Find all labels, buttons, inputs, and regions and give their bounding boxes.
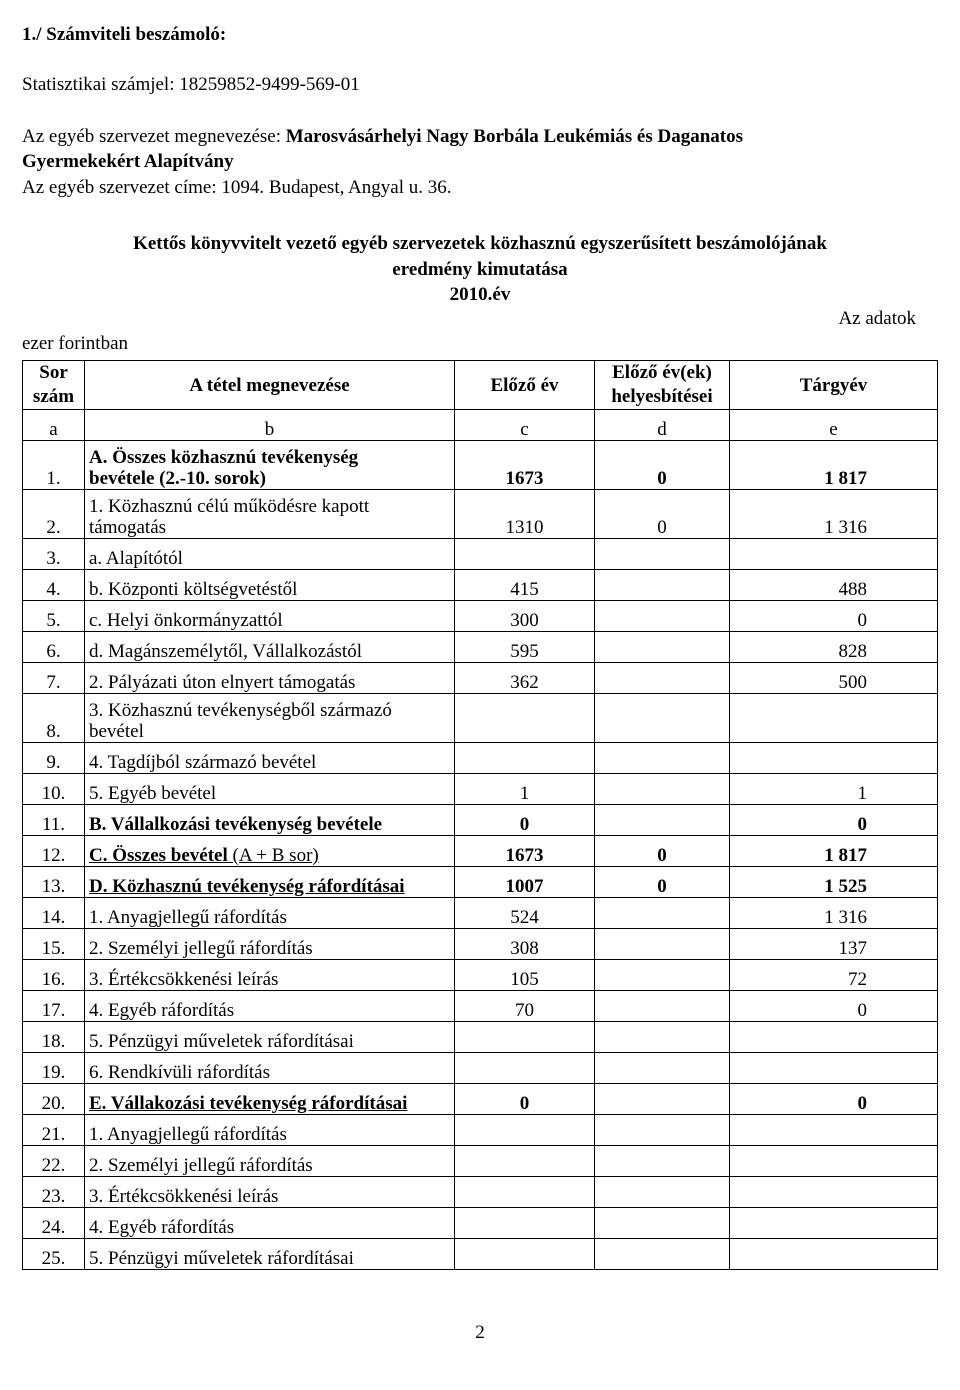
adjustment-value: [595, 960, 730, 991]
row-label-text: d. Magánszemélytől, Vállalkozástól: [89, 641, 362, 662]
income-statement-table: [22, 360, 938, 1270]
row-number: 16.: [23, 960, 85, 991]
report-subtitle: eredmény kimutatása: [392, 259, 568, 280]
row-label: [85, 867, 455, 898]
row-label-text: 3. Közhasznú tevékenységből származó: [89, 700, 392, 721]
row-label-text: 5. Pénzügyi műveletek ráfordításai: [89, 1248, 354, 1269]
row-label-text: 6. Rendkívüli ráfordítás: [89, 1062, 270, 1083]
header-adjustments: Előző év(ek) helyesbítései: [595, 361, 730, 410]
row-number: 19.: [23, 1053, 85, 1084]
stat-number: Statisztikai számjel: 18259852-9499-569-01: [22, 74, 360, 95]
table-row: [23, 1239, 938, 1270]
prev-year-value: [455, 1177, 595, 1208]
prev-year-value: 1673: [455, 836, 595, 867]
table-row: [23, 836, 938, 867]
current-year-value: 1 817: [730, 836, 938, 867]
table-row: [23, 774, 938, 805]
current-year-value: 1 316: [730, 898, 938, 929]
current-year-value: [730, 1239, 938, 1270]
current-year-value: [730, 1146, 938, 1177]
row-number: 4.: [23, 570, 85, 601]
row-label-text: 3. Értékcsökkenési leírás: [89, 1186, 279, 1207]
column-letter-row: [23, 410, 938, 441]
header-name: A tétel megnevezése: [85, 361, 455, 410]
row-number: 25.: [23, 1239, 85, 1270]
table-row: [23, 694, 938, 743]
adjustment-value: 0: [595, 441, 730, 490]
row-number: 23.: [23, 1177, 85, 1208]
adjustment-value: [595, 570, 730, 601]
row-number: 5.: [23, 601, 85, 632]
prev-year-value: 0: [455, 805, 595, 836]
prev-year-value: 0: [455, 1084, 595, 1115]
row-label: [85, 898, 455, 929]
row-number: 3.: [23, 539, 85, 570]
adjustment-value: [595, 1053, 730, 1084]
row-label: [85, 539, 455, 570]
row-number: 9.: [23, 743, 85, 774]
row-label-text: 4. Tagdíjból származó bevétel: [89, 752, 317, 773]
table-row: [23, 898, 938, 929]
column-letter: b: [85, 410, 455, 441]
current-year-value: 828: [730, 632, 938, 663]
row-label: [85, 441, 455, 490]
row-label: [85, 1177, 455, 1208]
prev-year-value: [455, 1208, 595, 1239]
prev-year-value: [455, 743, 595, 774]
prev-year-value: 70: [455, 991, 595, 1022]
prev-year-value: 524: [455, 898, 595, 929]
row-number: 14.: [23, 898, 85, 929]
current-year-value: 0: [730, 805, 938, 836]
prev-year-value: 308: [455, 929, 595, 960]
row-label-text: 1. Anyagjellegű ráfordítás: [89, 1124, 287, 1145]
row-label-text: 3. Értékcsökkenési leírás: [89, 969, 279, 990]
prev-year-value: [455, 1239, 595, 1270]
table-header-row: [23, 361, 938, 410]
row-number: 7.: [23, 663, 85, 694]
row-label-text: 2. Személyi jellegű ráfordítás: [89, 938, 313, 959]
row-label-text: A. Összes közhasznú tevékenység: [89, 447, 359, 468]
current-year-value: 1 525: [730, 867, 938, 898]
adjustment-value: 0: [595, 490, 730, 539]
prev-year-value: 1673: [455, 441, 595, 490]
row-label: [85, 774, 455, 805]
current-year-value: [730, 1053, 938, 1084]
adjustment-value: 0: [595, 836, 730, 867]
table-row: [23, 570, 938, 601]
row-label: [85, 960, 455, 991]
org-name-continued: Gyermekekért Alapítvány: [22, 151, 234, 172]
table-row: [23, 960, 938, 991]
adjustment-value: [595, 774, 730, 805]
current-year-value: [730, 539, 938, 570]
page-number: 2: [475, 1322, 485, 1343]
row-label: [85, 663, 455, 694]
current-year-value: [730, 1022, 938, 1053]
row-number: 11.: [23, 805, 85, 836]
table-row: [23, 601, 938, 632]
table-row: [23, 867, 938, 898]
row-label: [85, 1239, 455, 1270]
current-year-value: [730, 743, 938, 774]
adjustment-value: [595, 1239, 730, 1270]
adjustment-value: [595, 601, 730, 632]
row-number: 13.: [23, 867, 85, 898]
org-address: Az egyéb szervezet címe: 1094. Budapest, Angyal u. 36.: [22, 177, 452, 198]
adjustment-value: [595, 1084, 730, 1115]
adjustment-value: [595, 1022, 730, 1053]
row-label-text: b. Központi költségvetéstől: [89, 579, 298, 600]
row-label-text: E. Vállakozási tevékenység ráfordításai: [89, 1093, 408, 1114]
current-year-value: 1 817: [730, 441, 938, 490]
row-number: 1.: [23, 441, 85, 490]
table-row: [23, 1146, 938, 1177]
current-year-value: [730, 1208, 938, 1239]
table-row: [23, 663, 938, 694]
row-label: [85, 601, 455, 632]
adjustment-value: [595, 1208, 730, 1239]
current-year-value: 0: [730, 991, 938, 1022]
prev-year-value: 362: [455, 663, 595, 694]
row-label: [85, 743, 455, 774]
adjustment-value: [595, 1177, 730, 1208]
row-label-text: 4. Egyéb ráfordítás: [89, 1217, 235, 1238]
row-label-text: c. Helyi önkormányzattól: [89, 610, 283, 631]
table-row: [23, 1115, 938, 1146]
table-row: [23, 929, 938, 960]
adjustment-value: [595, 898, 730, 929]
prev-year-value: 415: [455, 570, 595, 601]
row-label-text-cont: bevétel: [89, 721, 144, 742]
row-label: [85, 1115, 455, 1146]
table-row: [23, 1084, 938, 1115]
prev-year-value: 1007: [455, 867, 595, 898]
row-label-bold: C. Összes bevétel: [89, 845, 228, 866]
row-number: 22.: [23, 1146, 85, 1177]
current-year-value: [730, 1177, 938, 1208]
row-label: [85, 1084, 455, 1115]
table-row: [23, 539, 938, 570]
prev-year-value: [455, 1115, 595, 1146]
row-label-text: 2. Pályázati úton elnyert támogatás: [89, 672, 356, 693]
table-row: [23, 490, 938, 539]
row-number: 20.: [23, 1084, 85, 1115]
adjustment-value: [595, 1115, 730, 1146]
adjustment-value: [595, 991, 730, 1022]
adjustment-value: [595, 1146, 730, 1177]
row-number: 18.: [23, 1022, 85, 1053]
row-label: [85, 1053, 455, 1084]
row-number: 15.: [23, 929, 85, 960]
row-number: 12.: [23, 836, 85, 867]
row-label: [85, 991, 455, 1022]
table-row: [23, 441, 938, 490]
column-letter: c: [455, 410, 595, 441]
header-sor: Sor szám: [23, 361, 85, 410]
row-label-text: B. Vállalkozási tevékenység bevétele: [89, 814, 383, 835]
adjustment-value: [595, 694, 730, 743]
current-year-value: 72: [730, 960, 938, 991]
adjustment-value: [595, 805, 730, 836]
prev-year-value: 105: [455, 960, 595, 991]
row-number: 24.: [23, 1208, 85, 1239]
row-label-text: 2. Személyi jellegű ráfordítás: [89, 1155, 313, 1176]
org-name-line: [22, 126, 743, 148]
current-year-value: 488: [730, 570, 938, 601]
adjustment-value: 0: [595, 867, 730, 898]
row-label: [85, 1022, 455, 1053]
table-row: [23, 991, 938, 1022]
header-current: Tárgyév: [730, 361, 938, 410]
unit-label: ezer forintban: [22, 333, 129, 354]
prev-year-value: 300: [455, 601, 595, 632]
org-name-label: Az egyéb szervezet megnevezése:: [22, 126, 286, 147]
row-label-text-cont: támogatás: [89, 517, 167, 538]
adjustment-value: [595, 663, 730, 694]
report-year: 2010.év: [449, 284, 511, 305]
row-label-text-cont: bevétele (2.-10. sorok): [89, 468, 266, 489]
current-year-value: 137: [730, 929, 938, 960]
row-label-text: 5. Egyéb bevétel: [89, 783, 217, 804]
row-label-text: 4. Egyéb ráfordítás: [89, 1000, 235, 1021]
table-row: [23, 805, 938, 836]
report-title: Kettős könyvvitelt vezető egyéb szervezetek közhasznú egyszerűsített beszámolójának: [133, 233, 827, 254]
current-year-value: 1 316: [730, 490, 938, 539]
row-label: [85, 490, 455, 539]
row-number: 8.: [23, 694, 85, 743]
adjustment-value: [595, 632, 730, 663]
row-label: [85, 836, 455, 867]
row-number: 6.: [23, 632, 85, 663]
prev-year-value: [455, 1146, 595, 1177]
row-label-text: 1. Közhasznú célú működésre kapott: [89, 496, 370, 517]
current-year-value: 0: [730, 1084, 938, 1115]
row-number: 2.: [23, 490, 85, 539]
row-label: [85, 805, 455, 836]
prev-year-value: 595: [455, 632, 595, 663]
table-row: [23, 1053, 938, 1084]
current-year-value: 0: [730, 601, 938, 632]
row-label: [85, 632, 455, 663]
row-label-text: 5. Pénzügyi műveletek ráfordításai: [89, 1031, 354, 1052]
row-label-rest: (A + B sor): [227, 845, 319, 866]
table-row: [23, 632, 938, 663]
prev-year-value: 1310: [455, 490, 595, 539]
row-number: 10.: [23, 774, 85, 805]
table-row: [23, 743, 938, 774]
row-label-text: 1. Anyagjellegű ráfordítás: [89, 907, 287, 928]
adjustment-value: [595, 929, 730, 960]
prev-year-value: [455, 694, 595, 743]
row-label: [85, 929, 455, 960]
current-year-value: [730, 1115, 938, 1146]
current-year-value: 1: [730, 774, 938, 805]
column-letter: e: [730, 410, 938, 441]
org-name: Marosvásárhelyi Nagy Borbála Leukémiás és Daganatos: [285, 126, 743, 147]
row-label: [85, 1208, 455, 1239]
row-label: [85, 1146, 455, 1177]
row-label-text: D. Közhasznú tevékenység ráfordításai: [89, 876, 405, 897]
section-heading: 1./ Számviteli beszámoló:: [22, 24, 227, 45]
adjustment-value: [595, 539, 730, 570]
prev-year-value: [455, 539, 595, 570]
row-label: [85, 694, 455, 743]
row-label-text: a. Alapítótól: [89, 548, 183, 569]
current-year-value: [730, 694, 938, 743]
row-label: [85, 570, 455, 601]
prev-year-value: [455, 1053, 595, 1084]
table-row: [23, 1022, 938, 1053]
table-row: [23, 1208, 938, 1239]
column-letter: a: [23, 410, 85, 441]
prev-year-value: [455, 1022, 595, 1053]
data-note: Az adatok: [838, 308, 916, 329]
row-number: 17.: [23, 991, 85, 1022]
adjustment-value: [595, 743, 730, 774]
row-number: 21.: [23, 1115, 85, 1146]
table-row: [23, 1177, 938, 1208]
column-letter: d: [595, 410, 730, 441]
prev-year-value: 1: [455, 774, 595, 805]
current-year-value: 500: [730, 663, 938, 694]
header-prev: Előző év: [455, 361, 595, 410]
